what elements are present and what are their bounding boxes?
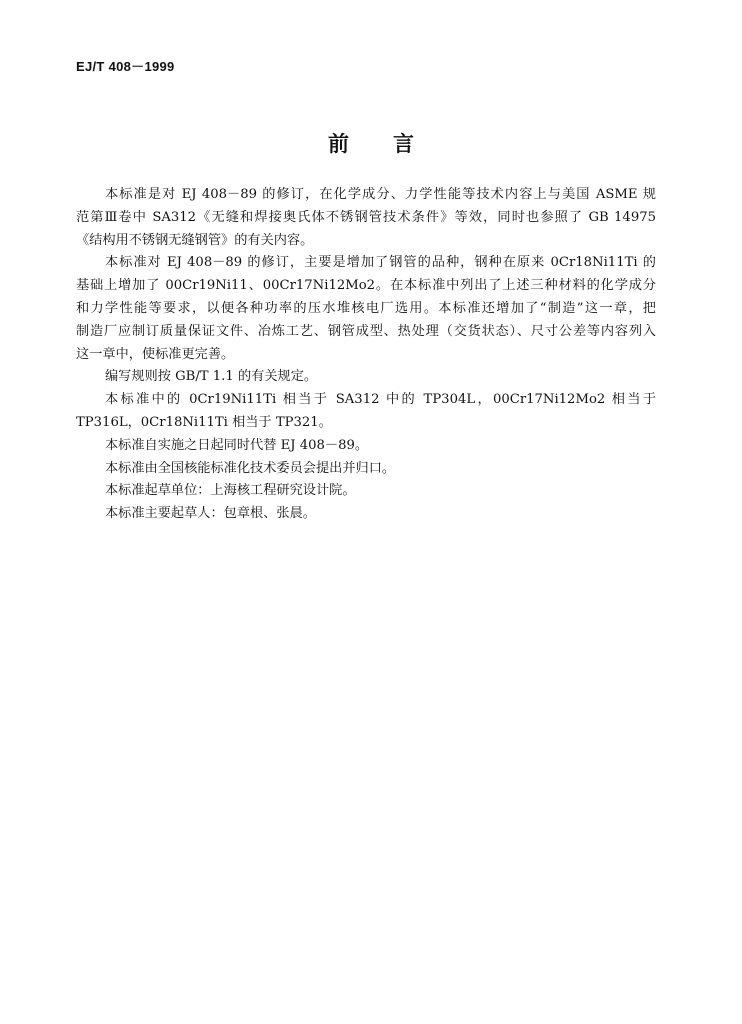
paragraph-line: 这一章中，使标准更完善。 bbox=[76, 346, 235, 362]
paragraph-line: 和力学性能等要求，以便各种功率的压水堆核电厂选用。本标准还增加了“制造”这一章，把 bbox=[76, 300, 656, 316]
paragraph-line: 本标准是对 EJ 408－89 的修订，在化学成分、力学性能等技术内容上与美国 ASME 规 bbox=[105, 187, 656, 202]
paragraph-line: 本标准中的 0Cr19Ni11Ti 相当于 SA312 中的 TP304L，00Cr17Ni12Mo2 相当于 bbox=[105, 392, 656, 408]
paragraph-line: 基础上增加了 00Cr19Ni11、00Cr17Ni12Mo2。在本标准中列出了上述三种材料的化学成分 bbox=[76, 278, 656, 294]
paragraph-line: 本标准对 EJ 408－89 的修订，主要是增加了钢管的品种，钢种在原来 0Cr18Ni11Ti 的 bbox=[105, 255, 656, 271]
standard-code: EJ/T 408－1999 bbox=[76, 59, 175, 74]
paragraph-line: 《结构用不锈钢无缝钢管》的有关内容。 bbox=[76, 232, 314, 248]
paragraph-line: 本标准自实施之日起同时代替 EJ 408－89。 bbox=[105, 437, 369, 453]
paragraph-line: 范第Ⅲ卷中 SA312《无缝和焊接奥氏体不锈钢管技术条件》等效，同时也参照了 GB 14975 bbox=[76, 209, 656, 225]
paragraph-line: 本标准由全国核能标准化技术委员会提出并归口。 bbox=[105, 460, 396, 476]
paragraph-line: 本标准主要起草人：包章根、张晨。 bbox=[105, 506, 316, 522]
foreword-body bbox=[76, 184, 656, 526]
paragraph-line: 编写规则按 GB/T 1.1 的有关规定。 bbox=[105, 369, 318, 385]
paragraph-line: 本标准起草单位：上海核工程研究设计院。 bbox=[105, 483, 356, 499]
paragraph-line: TP316L，0Cr18Ni11Ti 相当于 TP321。 bbox=[76, 414, 332, 430]
page-title: 前言 bbox=[328, 131, 458, 156]
paragraph-line: 制造厂应制订质量保证文件、冶炼工艺、钢管成型、热处理（交货状态）、尺寸公差等内容列入 bbox=[76, 323, 656, 339]
